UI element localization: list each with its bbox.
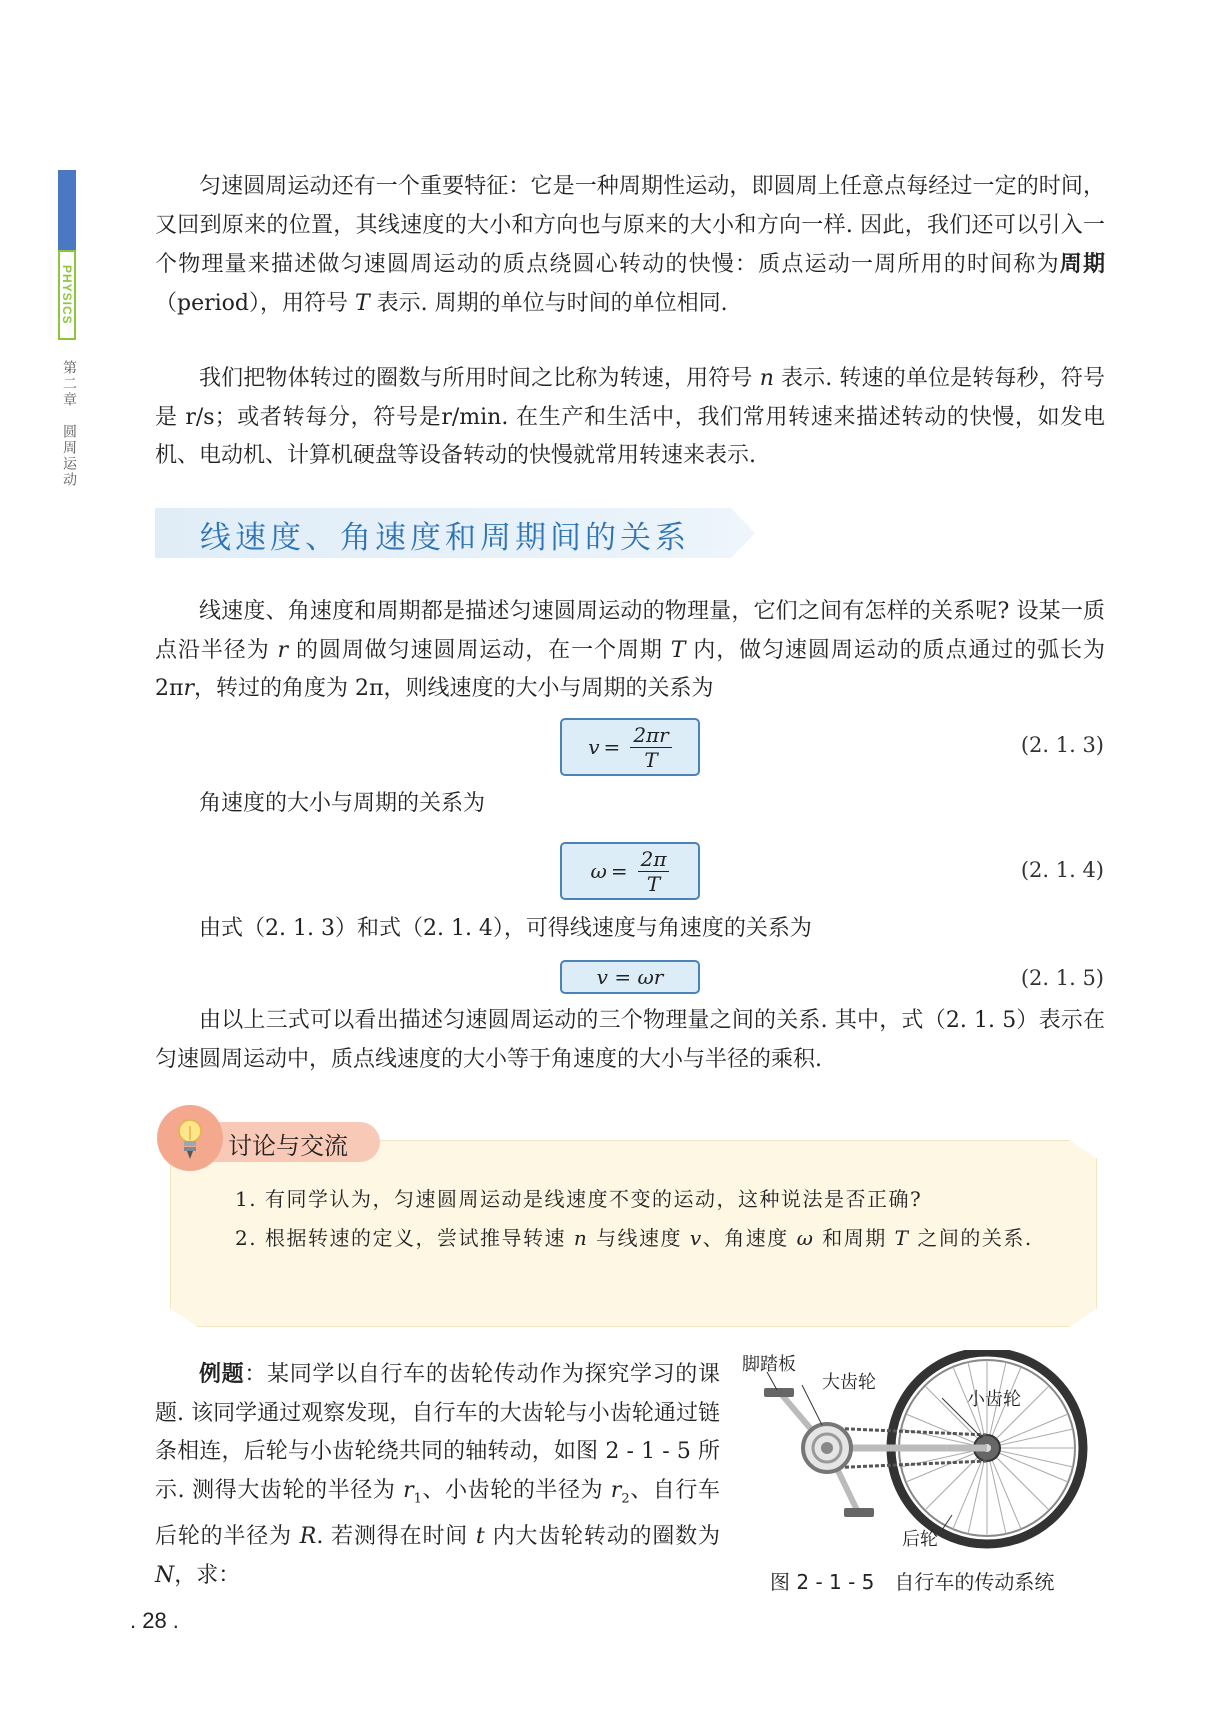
sidebar-color-bar [58,170,76,250]
formula-angular-velocity: ω = $\frac{2\pi}{T}$ [560,842,700,900]
chapter-name: 圆周运动 [61,424,77,488]
intro-paragraph-2: 我们把物体转过的圈数与所用时间之比称为转速，用符号 n 表示. 转速的单位是转每秒，符号是 r/s；或者转每分，符号是r/min. 在生产和生活中，我们常用转速来描述转动的快慢，如发电机、电动机、计算机硬盘等设备转动的快慢就常用转速来表示. [155,366,1105,468]
discussion-title: 讨论与交流 [228,1132,348,1160]
figure-caption: 图 2 - 1 - 5 自行车的传动系统 [770,1570,1055,1594]
page-number: . 28 . [130,1608,179,1633]
term-period: 周期 [1059,251,1105,277]
equation-number-1: (2. 1. 3) [1020,733,1104,757]
subject-tab [58,250,76,340]
combined-intro: 由式（2. 1. 3）和式（2. 1. 4），可得线速度与角速度的关系为 [199,916,812,941]
discussion-item-2: 2. 根据转速的定义，尝试推导转速 n 与线速度 v、角速度 ω 和周期 T 之间的关系. [235,1226,1033,1250]
label-pedal: 脚踏板 [742,1354,796,1375]
example-label: 例题 [199,1361,245,1387]
summary-paragraph: 由以上三式可以看出描述匀速圆周运动的三个物理量之间的关系. 其中，式（2. 1. 5）表示在匀速圆周运动中，质点线速度的大小等于角速度的大小与半径的乘积. [155,1008,1105,1072]
chapter-number: 第二章 [61,360,77,408]
formula-linear-velocity: v = $\frac{2\pi r}{T}$ [560,718,700,776]
equation-number-3: (2. 1. 5) [1020,966,1104,990]
discussion-item-1: 1. 有同学认为，匀速圆周运动是线速度不变的运动，这种说法是否正确? [235,1187,923,1211]
angular-intro: 角速度的大小与周期的关系为 [199,791,486,816]
label-small-gear: 小齿轮 [967,1389,1021,1410]
chapter-tab [57,360,79,488]
example-paragraph: 例题：某同学以自行车的齿轮传动作为探究学习的课题. 该同学通过观察发现，自行车的大齿轮与小齿轮通过链条相连，后轮与小齿轮绕共同的轴转动，如图 2 - 1 - 5 所示. 测得大齿轮的半径为 $r_1$、小齿轮的半径为 $r_2$、自行车后轮的半径为 R. 若测得在时间 t 内大齿轮转动的圈数为 N，求： [155,1361,720,1588]
relation-paragraph: 线速度、角速度和周期都是描述匀速圆周运动的物理量，它们之间有怎样的关系呢? 设某一质点沿半径为 r 的圆周做匀速圆周运动，在一个周期 T 内，做匀速圆周运动的质点通过的弧长为 2πr，转过的角度为 2π，则线速度的大小与周期的关系为 [155,599,1105,701]
section-title: 线速度、角速度和周期间的关系 [200,520,690,556]
formula-v-omega-r: v = ωr [560,960,700,994]
label-big-gear: 大齿轮 [822,1372,876,1393]
lightbulb-icon [170,1114,210,1162]
bicycle-transmission-figure [742,1350,1092,1575]
equation-number-2: (2. 1. 4) [1020,858,1104,882]
subject-label: PHYSICS [60,265,74,325]
intro-paragraph-1: 匀速圆周运动还有一个重要特征：它是一种周期性运动，即圆周上任意点每经过一定的时间，又回到原来的位置，其线速度的大小和方向也与原来的大小和方向一样. 因此，我们还可以引入一个物理量来描述做匀速圆周运动的质点绕圆心转动的快慢：质点运动一周所用的时间称为周期（period），用符号 T 表示. 周期的单位与时间的单位相同. [155,174,1105,316]
label-rear-wheel: 后轮 [902,1529,938,1550]
discussion-badge [157,1105,223,1171]
